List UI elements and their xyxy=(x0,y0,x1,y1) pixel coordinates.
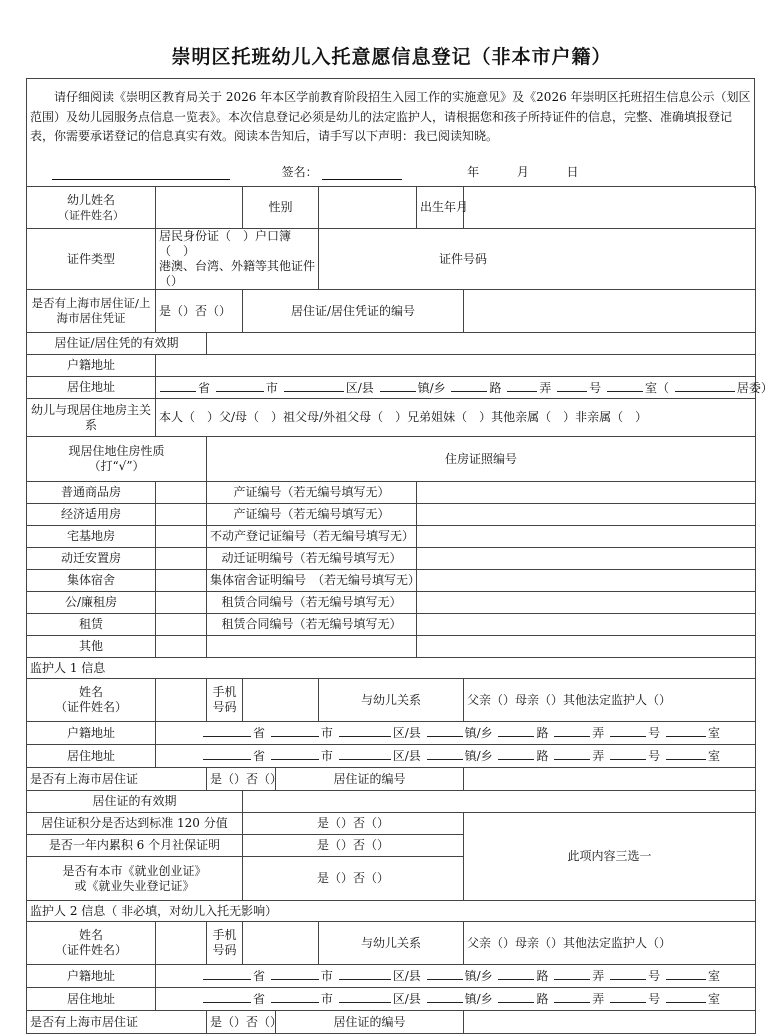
housing-cert-input[interactable] xyxy=(417,504,756,526)
guardian1-phone-input[interactable] xyxy=(243,679,319,722)
year-label: 年 xyxy=(467,165,480,179)
guardian2-hukou-row xyxy=(27,965,756,988)
guardian1-score-question: 居住证积分是否达到标准 120 分值 xyxy=(27,813,243,835)
guardian1-social-yesno[interactable]: 是（）否（） xyxy=(243,835,464,857)
housing-type-label: 集体宿舍 xyxy=(27,570,156,592)
housing-check[interactable] xyxy=(156,592,207,614)
intro-text: 请仔细阅读《崇明区教育局关于 2026 年本区学前教育阶段招生入园工作的实施意见》及《2026 年崇明区托班招生信息公示（划区范围）及幼儿园服务点信息一览表》。本次信息登记必须是幼儿的法定监护人，请根据您和孩子所持证件的信息，完整、准确填报登记表，你需要承诺登记的信息真实有效。阅读本告知后，请手写以下声明：我已阅读知晓。 xyxy=(30,90,751,143)
guardian1-employ-question: 是否有本市《就业创业证》 或《就业失业登记证》 xyxy=(27,857,243,901)
guardian1-address-row xyxy=(27,745,756,768)
guardian2-residence-no-input[interactable] xyxy=(464,1011,756,1034)
housing-cert-input[interactable] xyxy=(417,548,756,570)
guardian2-address-label: 居住地址 xyxy=(27,988,156,1011)
guardian2-name-label: 姓名 （证件姓名） xyxy=(27,922,156,965)
sign-label: 签名： xyxy=(281,165,318,179)
housing-type-label: 公/廉租房 xyxy=(27,592,156,614)
guardian2-address-input[interactable]: 省 市 区/县 镇/乡 路 弄 号 室 xyxy=(156,988,756,1011)
housing-row xyxy=(27,636,756,658)
housing-cert-label: 住房证照编号 xyxy=(207,437,756,482)
housing-type-label: 动迁安置房 xyxy=(27,548,156,570)
guardian1-social-question: 是否一年内累积 6 个月社保证明 xyxy=(27,835,243,857)
guardian1-hukou-input[interactable]: 省 市 区/县 镇/乡 路 弄 号 室 xyxy=(156,722,756,745)
housing-row xyxy=(27,592,756,614)
guardian1-residence-no-label: 居住证的编号 xyxy=(276,768,464,791)
child-idtype-options[interactable]: 居民身份证（ ）户口簿（ ） 港澳、台湾、外籍等其他证件（） xyxy=(156,229,319,290)
housing-row xyxy=(27,504,756,526)
housing-row xyxy=(27,570,756,592)
housing-check[interactable] xyxy=(156,504,207,526)
housing-cert-type: 产证编号（若无编号填写无） xyxy=(207,482,417,504)
guardian2-section-row xyxy=(27,901,756,922)
housing-type-label: 租赁 xyxy=(27,614,156,636)
guardian2-hukou-label: 户籍地址 xyxy=(27,965,156,988)
guardian1-relation-options[interactable]: 父亲（）母亲（）其他法定监护人（） xyxy=(464,679,756,722)
child-name-label: 幼儿姓名 （证件姓名） xyxy=(27,187,156,229)
housing-cert-type: 不动产登记证编号（若无编号填写无） xyxy=(207,526,417,548)
child-idno-label: 证件号码 xyxy=(319,229,756,290)
child-name-row xyxy=(27,187,756,229)
housing-check[interactable] xyxy=(156,526,207,548)
guardian1-address-input[interactable]: 省 市 区/县 镇/乡 路 弄 号 室 xyxy=(156,745,756,768)
guardian2-phone-input[interactable] xyxy=(243,922,319,965)
page-title: 崇明区托班幼儿入托意愿信息登记（非本市户籍） xyxy=(171,46,612,68)
guardian1-residence-valid-label: 居住证的有效期 xyxy=(27,791,243,813)
child-residence-row xyxy=(27,290,756,333)
housing-cert-type xyxy=(207,636,417,658)
guardian1-residence-yesno[interactable]: 是（）否（） xyxy=(207,768,276,791)
child-relation-label: 幼儿与现居住地房主关系 xyxy=(27,399,156,437)
guardian1-choose-note: 此项内容三选一 xyxy=(464,813,756,901)
child-idtype-label: 证件类型 xyxy=(27,229,156,290)
child-gender-input[interactable] xyxy=(319,187,417,229)
housing-cert-type: 产证编号（若无编号填写无） xyxy=(207,504,417,526)
housing-type-label: 经济适用房 xyxy=(27,504,156,526)
guardian1-phone-label: 手机 号码 xyxy=(207,679,243,722)
housing-row xyxy=(27,526,756,548)
guardian1-residence-no-input[interactable] xyxy=(464,768,756,791)
housing-type-label: 其他 xyxy=(27,636,156,658)
child-residence-valid-input[interactable] xyxy=(207,333,756,355)
child-relation-row xyxy=(27,399,756,437)
child-hukou-input[interactable] xyxy=(156,355,756,377)
guardian2-name-row xyxy=(27,922,756,965)
housing-type-label: 宅基地房 xyxy=(27,526,156,548)
guardian1-name-row xyxy=(27,679,756,722)
guardian1-residence-valid-row xyxy=(27,791,756,813)
registration-table xyxy=(26,186,773,1034)
guardian2-relation-options[interactable]: 父亲（）母亲（）其他法定监护人（） xyxy=(464,922,756,965)
housing-check[interactable] xyxy=(156,570,207,592)
housing-check[interactable] xyxy=(156,636,207,658)
guardian1-relation-label: 与幼儿关系 xyxy=(319,679,464,722)
declaration-blank[interactable] xyxy=(52,167,230,180)
housing-cert-input[interactable] xyxy=(417,526,756,548)
housing-cert-type: 租赁合同编号（若无编号填写无） xyxy=(207,592,417,614)
child-relation-options[interactable]: 本人（ ）父/母（ ）祖父母/外祖父母（ ）兄弟姐妹（ ）其他亲属（ ）非亲属（ ） xyxy=(156,399,756,437)
guardian1-employ-yesno[interactable]: 是（）否（） xyxy=(243,857,464,901)
child-gender-label: 性别 xyxy=(243,187,319,229)
child-address-label: 居住地址 xyxy=(27,377,156,399)
housing-type-label: 普通商品房 xyxy=(27,482,156,504)
signature-blank[interactable] xyxy=(322,167,402,180)
housing-cert-type: 集体宿舍证明编号 （若无编号填写无） xyxy=(207,570,417,592)
guardian2-relation-label: 与幼儿关系 xyxy=(319,922,464,965)
guardian2-residence-no-label: 居住证的编号 xyxy=(276,1011,464,1034)
child-name-input[interactable] xyxy=(156,187,243,229)
child-birth-input[interactable] xyxy=(464,187,756,229)
housing-check[interactable] xyxy=(156,548,207,570)
guardian1-name-label: 姓名 （证件姓名） xyxy=(27,679,156,722)
housing-row xyxy=(27,482,756,504)
guardian2-residence-yesno[interactable]: 是（）否（） xyxy=(207,1011,276,1034)
housing-row xyxy=(27,614,756,636)
child-residence-valid-row xyxy=(27,333,756,355)
child-residence-yesno[interactable]: 是（）否（） xyxy=(156,290,243,333)
guardian1-address-label: 居住地址 xyxy=(27,745,156,768)
child-residence-valid-label: 居住证/居住凭的有效期 xyxy=(27,333,207,355)
guardian1-hukou-row xyxy=(27,722,756,745)
housing-cert-type: 动迁证明编号（若无编号填写无） xyxy=(207,548,417,570)
signature-line xyxy=(52,163,752,180)
guardian1-score-row xyxy=(27,813,756,835)
guardian2-residence-question: 是否有上海市居住证 xyxy=(27,1011,207,1034)
month-label: 月 xyxy=(516,165,529,179)
child-hukou-row xyxy=(27,355,756,377)
housing-cert-input[interactable] xyxy=(417,636,756,658)
child-residence-no-input[interactable] xyxy=(464,290,756,333)
guardian1-residence-row xyxy=(27,768,756,791)
child-hukou-label: 户籍地址 xyxy=(27,355,156,377)
guardian2-hukou-input[interactable]: 省 市 区/县 镇/乡 路 弄 号 室 xyxy=(156,965,756,988)
child-address-input[interactable]: 省 市 区/县 镇/乡 路 弄 号 室（ 居委） xyxy=(156,377,756,399)
guardian1-hukou-label: 户籍地址 xyxy=(27,722,156,745)
guardian1-score-yesno[interactable]: 是（）否（） xyxy=(243,813,464,835)
guardian2-address-row xyxy=(27,988,756,1011)
housing-check[interactable] xyxy=(156,482,207,504)
housing-header-row xyxy=(27,437,756,482)
guardian1-section-title: 监护人 1 信息 xyxy=(27,658,756,679)
housing-row xyxy=(27,548,756,570)
housing-cert-input[interactable] xyxy=(417,570,756,592)
guardian1-section-row xyxy=(27,658,756,679)
child-residence-question: 是否有上海市居住证/上海市居住凭证 xyxy=(27,290,156,333)
housing-label: 现居住地住房性质 （打“√”） xyxy=(27,437,207,482)
child-idtype-row xyxy=(27,229,756,290)
guardian1-residence-question: 是否有上海市居住证 xyxy=(27,768,207,791)
guardian1-residence-valid-input[interactable] xyxy=(243,791,756,813)
day-label: 日 xyxy=(566,165,579,179)
child-birth-label: 出生年月 xyxy=(417,187,464,229)
housing-cert-input[interactable] xyxy=(417,592,756,614)
guardian2-residence-row xyxy=(27,1011,756,1034)
housing-cert-type: 租赁合同编号（若无编号填写无） xyxy=(207,614,417,636)
guardian2-name-input[interactable] xyxy=(156,922,207,965)
housing-cert-input[interactable] xyxy=(417,482,756,504)
housing-cert-input[interactable] xyxy=(417,614,756,636)
housing-check[interactable] xyxy=(156,614,207,636)
child-residence-no-label: 居住证/居住凭证的编号 xyxy=(243,290,464,333)
guardian2-phone-label: 手机 号码 xyxy=(207,922,243,965)
guardian2-section-title: 监护人 2 信息（ 非必填，对幼儿入托无影响） xyxy=(27,901,756,922)
guardian1-name-input[interactable] xyxy=(156,679,207,722)
child-address-row xyxy=(27,377,756,399)
